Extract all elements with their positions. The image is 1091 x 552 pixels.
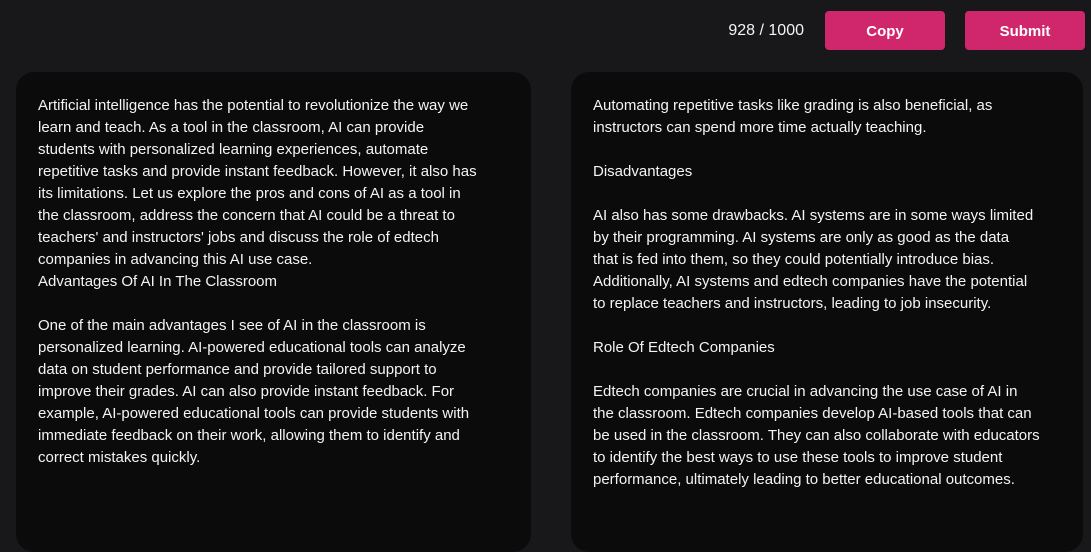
submit-button[interactable]: Submit xyxy=(965,11,1085,50)
right-text-panel[interactable] xyxy=(571,72,1083,552)
copy-button[interactable]: Copy xyxy=(825,11,945,50)
character-counter: 928 / 1000 xyxy=(728,22,804,39)
right-panel-text: Automating repetitive tasks like grading is also beneficial, as instructors can spend more time actually teaching. Disadvantages AI also has some drawbacks. AI systems are in some ways limited by their programming. AI systems are only as good as the data that is fed into them, so they could potentially introduce bias. Additionally, AI systems and edtech companies have the potential to replace teachers and instructors, leading to job insecurity. Role Of Edtech Companies Edtech companies are crucial in advancing the use case of AI in the classroom. Edtech companies develop AI-based tools that can be used in the classroom. They can also collaborate with educators to identify the best ways to use these tools to improve student performance, ultimately leading to better educational outcomes. xyxy=(593,97,1040,488)
left-text-panel[interactable] xyxy=(16,72,531,552)
left-panel-text: Artificial intelligence has the potential to revolutionize the way we learn and teach. As a tool in the classroom, AI can provide students with personalized learning experiences, automate repetitive tasks and provide instant feedback. However, it also has its limitations. Let us explore the pros and cons of AI as a tool in the classroom, address the concern that AI could be a threat to teachers' and instructors' jobs and discuss the role of edtech companies in advancing this AI use case. Advantages Of AI In The Classroom One of the main advantages I see of AI in the classroom is personalized learning. AI-powered educational tools can analyze data on student performance and provide tailored support to improve their grades. AI can also provide instant feedback. For example, AI-powered educational tools can provide students with immediate feedback on their work, allowing them to identify and correct mistakes quickly. xyxy=(38,97,477,466)
toolbar xyxy=(0,0,1091,60)
